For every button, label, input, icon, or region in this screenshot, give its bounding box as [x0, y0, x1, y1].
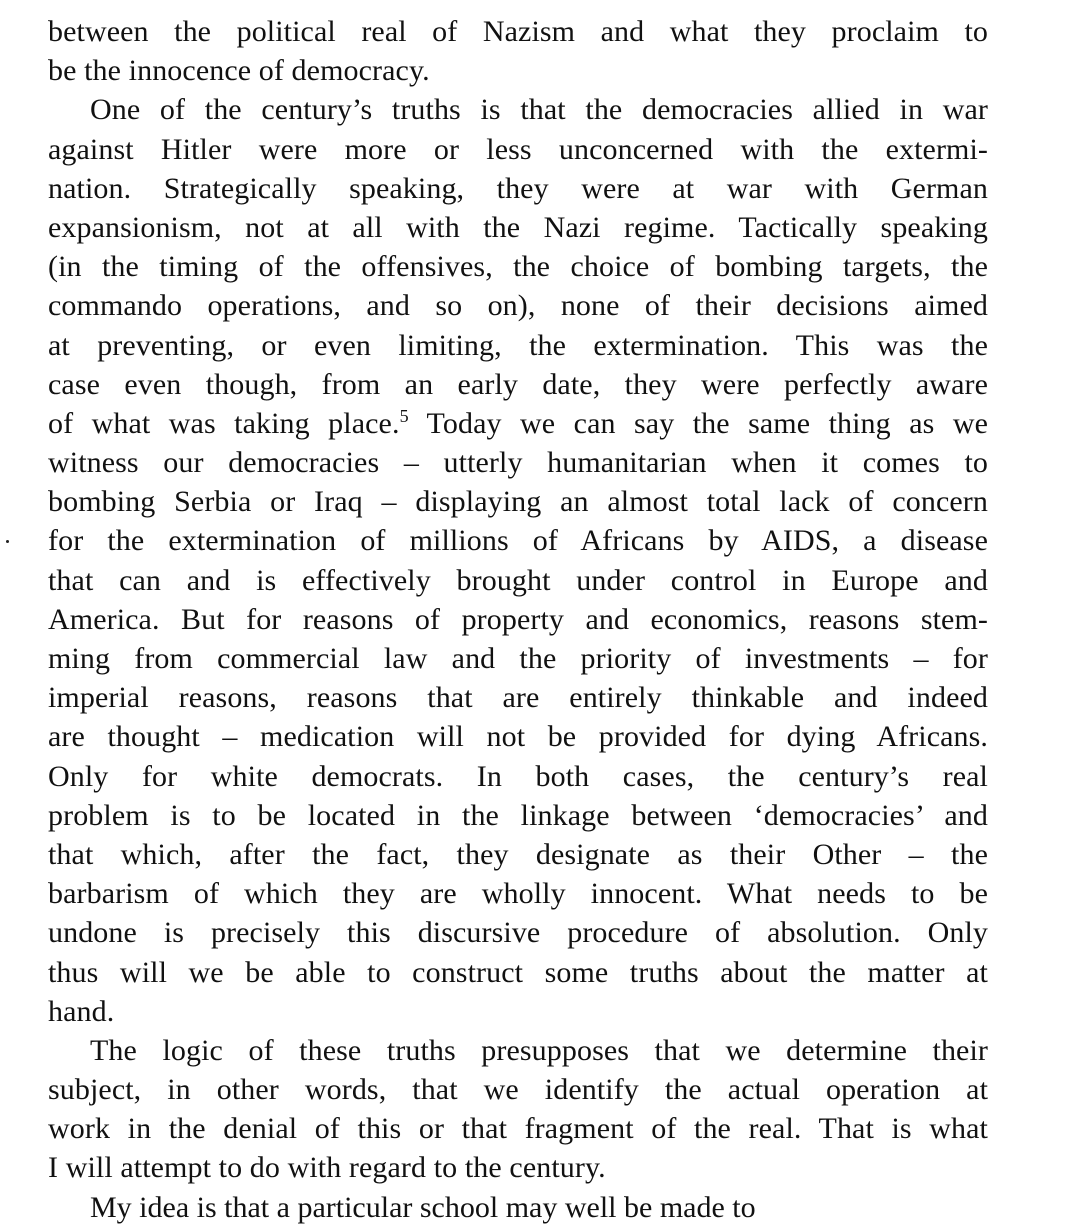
- paragraph-first-line: One of the century’s truths is that the democracies allied in war: [90, 93, 988, 127]
- text-line: ming from commercial law and the priority of investments – for: [48, 642, 988, 675]
- text-line: subject, in other words, that we identify the actual operation at: [48, 1073, 988, 1107]
- text-line: undone is precisely this discursive procedure of absolution. Only: [48, 916, 988, 950]
- text-line: hand.: [48, 994, 115, 1028]
- paragraph-first-line: The logic of these truths presupposes that we determine their: [90, 1033, 988, 1067]
- text-line: Only for white democrats. In both cases, the century’s real: [48, 759, 988, 793]
- cut-off-line: My idea is that a particular school may well be made to: [90, 1190, 756, 1224]
- text-line: (in the timing of the offensives, the choice of bombing targets, the: [48, 250, 988, 284]
- text-line: that can and is effectively brought under control in Europe and: [48, 563, 988, 597]
- text-line: for the extermination of millions of Africans by AIDS, a disease: [48, 524, 988, 558]
- text-line: expansionism, not at all with the Nazi regime. Tactically speaking: [48, 210, 988, 244]
- text-line: America. But for reasons of property and economics, reasons stem-: [48, 602, 988, 636]
- text-line: be the innocence of democracy.: [48, 54, 430, 88]
- text-line-with-footnote: [48, 404, 988, 443]
- text-line: thus will we be able to construct some truths about the matter at: [48, 955, 988, 989]
- text-line: imperial reasons, reasons that are entirely thinkable and indeed: [48, 681, 988, 715]
- text-line: at preventing, or even limiting, the extermination. This was the: [48, 328, 988, 362]
- text-line: case even though, from an early date, they were perfectly aware: [48, 367, 988, 401]
- text-line: are thought – medication will not be provided for dying Africans.: [48, 720, 988, 754]
- text-line: nation. Strategically speaking, they were at war with German: [48, 171, 988, 205]
- text-line: I will attempt to do with regard to the century.: [48, 1151, 606, 1185]
- text-line: witness our democracies – utterly humanitarian when it comes to: [48, 446, 988, 480]
- text-fragment: Today we can say the same thing as we: [408, 406, 988, 440]
- text-line: against Hitler were more or less unconcerned with the extermi-: [48, 132, 988, 166]
- text-line: between the political real of Nazism and what they proclaim to: [48, 15, 988, 48]
- text-line: bombing Serbia or Iraq – displaying an almost total lack of concern: [48, 485, 988, 519]
- text-line: barbarism of which they are wholly innocent. What needs to be: [48, 877, 988, 911]
- margin-mark: [6, 540, 9, 543]
- text-line: that which, after the fact, they designate as their Other – the: [48, 837, 988, 871]
- text-line: work in the denial of this or that fragment of the real. That is what: [48, 1112, 988, 1146]
- text-line: problem is to be located in the linkage between ‘democracies’ and: [48, 798, 988, 832]
- footnote-reference: 5: [399, 405, 409, 426]
- body-text: [48, 12, 988, 1224]
- text-fragment: of what was taking place.: [48, 406, 400, 440]
- text-line: commando operations, and so on), none of their decisions aimed: [48, 289, 988, 323]
